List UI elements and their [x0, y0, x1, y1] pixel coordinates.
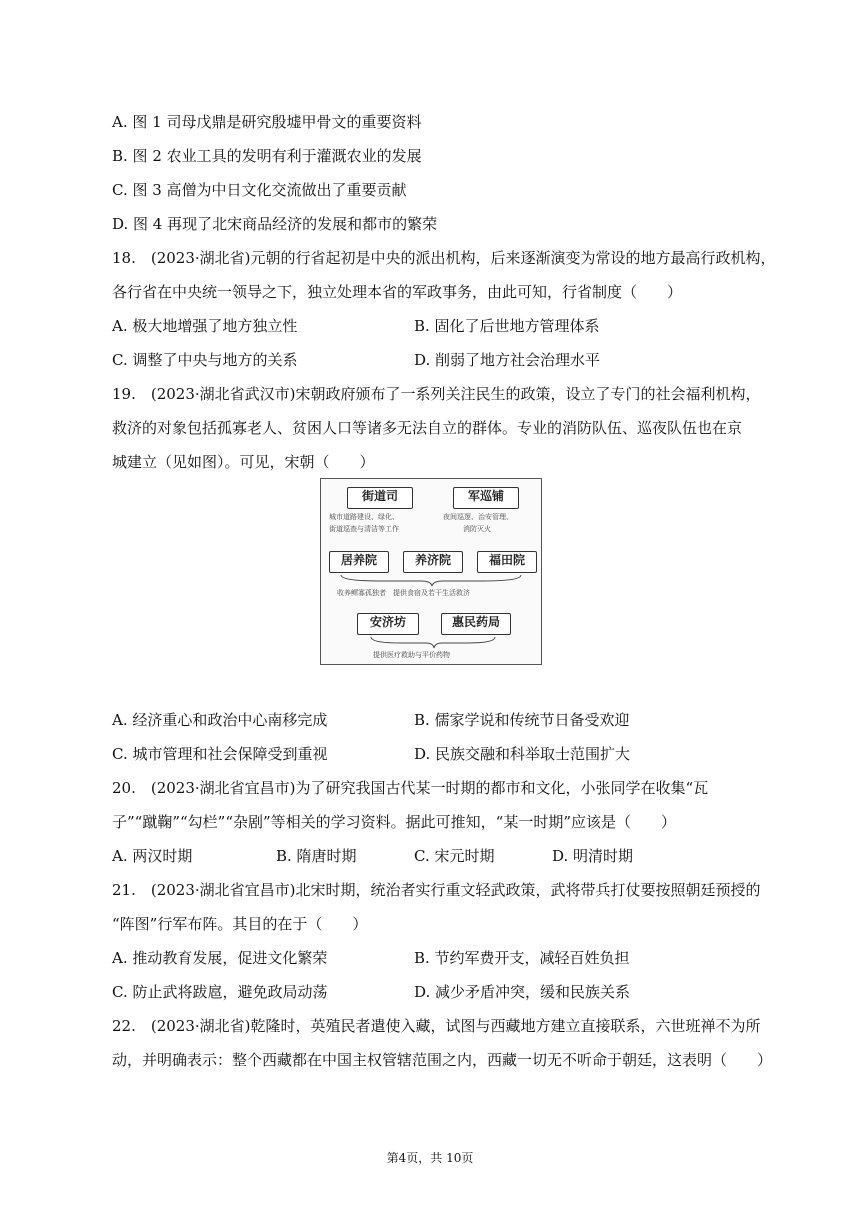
q19-figure [320, 478, 542, 665]
q21-option-c: C. 防止武将跋扈，避免政局动荡 [112, 983, 328, 1001]
q17-option-c: C. 图 3 高僧为中日文化交流做出了重要贡献 [112, 181, 407, 199]
q18-option-c: C. 调整了中央与地方的关系 [112, 351, 298, 369]
q18-stem-line2: 各行省在中央统一领导之下，独立处理本省的军政事务，由此可知，行省制度（ ） [112, 283, 683, 301]
q21-stem-line1: 21. (2023·湖北省宜昌市)北宋时期，统治者实行重文轻武政策，武将带兵打仗要按照朝廷预授的 [112, 881, 761, 899]
q18-option-b: B. 固化了后世地方管理体系 [414, 317, 600, 335]
q18-stem-line1: 18. (2023·湖北省)元朝的行省起初是中央的派出机构，后来逐渐演变为常设的地方最高行政机构， [112, 249, 776, 267]
figure-caption-3: 收养鳏寡孤独者 提供食宿及若干生活救济 [337, 589, 470, 597]
q17-option-b: B. 图 2 农业工具的发明有利于灌溉农业的发展 [112, 147, 422, 165]
figure-brace-2 [321, 635, 541, 649]
q21-option-a: A. 推动教育发展，促进文化繁荣 [112, 949, 328, 967]
q17-option-a: A. 图 1 司母戊鼎是研究殷墟甲骨文的重要资料 [112, 113, 422, 131]
q21-option-b: B. 节约军费开支，减轻百姓负担 [414, 949, 630, 967]
figure-box-juyangyuan: 居养院 [329, 551, 389, 573]
page-footer: 第4页，共 10页 [386, 1151, 474, 1165]
q20-option-d: D. 明清时期 [552, 847, 634, 865]
q19-option-b: B. 儒家学说和传统节日备受欢迎 [414, 711, 630, 729]
figure-caption-2b: 消防灭火 [463, 525, 491, 533]
figure-caption-2a: 夜间巡逻、治安管理、 [443, 513, 513, 521]
figure-box-yangjiyuan: 养济院 [403, 551, 463, 573]
q20-stem-line2: 子”“蹴鞠”“勾栏”“杂剧”等相关的学习资料。据此可推知，“某一时期”应该是（ ） [112, 813, 677, 831]
figure-box-futianyuan: 福田院 [477, 551, 537, 573]
figure-caption-1b: 街道巡查与清洁等工作 [329, 525, 399, 533]
q21-stem-line2: “阵图”行军布阵。其目的在于（ ） [112, 915, 368, 933]
figure-box-huiminyaoju: 惠民药局 [441, 613, 511, 635]
q19-stem-line3: 城建立（见如图）。可见，宋朝（ ） [112, 453, 375, 471]
q19-option-c: C. 城市管理和社会保障受到重视 [112, 745, 328, 763]
figure-box-junxunpu: 军巡铺 [453, 487, 519, 509]
figure-brace-1 [321, 573, 541, 587]
q17-option-d: D. 图 4 再现了北宋商品经济的发展和都市的繁荣 [112, 215, 438, 233]
q22-stem-line1: 22. (2023·湖北省)乾隆时，英殖民者遣使入藏，试图与西藏地方建立直接联系，六世班禅不为所 [112, 1017, 761, 1035]
q19-stem-line1: 19. (2023·湖北省武汉市)宋朝政府颁布了一系列关注民生的政策，设立了专门的社会福利机构， [112, 385, 761, 403]
q19-stem-line2: 救济的对象包括孤寡老人、贫困人口等诸多无法自立的群体。专业的消防队伍、巡夜队伍也在京 [112, 419, 743, 437]
q18-option-a: A. 极大地增强了地方独立性 [112, 317, 298, 335]
q20-option-c: C. 宋元时期 [414, 847, 495, 865]
q20-option-b: B. 隋唐时期 [276, 847, 357, 865]
q19-option-a: A. 经济重心和政治中心南移完成 [112, 711, 328, 729]
q20-option-a: A. 两汉时期 [112, 847, 193, 865]
q19-option-d: D. 民族交融和科举取士范围扩大 [414, 745, 631, 763]
figure-caption-1a: 城市道路建设、绿化、 [329, 513, 399, 521]
figure-box-anjifang: 安济坊 [357, 613, 419, 635]
figure-caption-4: 提供医疗救助与平价药物 [373, 651, 450, 659]
q22-stem-line2: 动，并明确表示：整个西藏都在中国主权管辖范围之内，西藏一切无不听命于朝廷，这表明（ ） [112, 1051, 773, 1069]
q18-option-d: D. 削弱了地方社会治理水平 [414, 351, 601, 369]
q20-stem-line1: 20. (2023·湖北省宜昌市)为了研究我国古代某一时期的都市和文化，小张同学在收集“瓦 [112, 779, 709, 797]
figure-box-jiedaosi: 街道司 [347, 487, 413, 509]
q21-option-d: D. 减少矛盾冲突，缓和民族关系 [414, 983, 631, 1001]
